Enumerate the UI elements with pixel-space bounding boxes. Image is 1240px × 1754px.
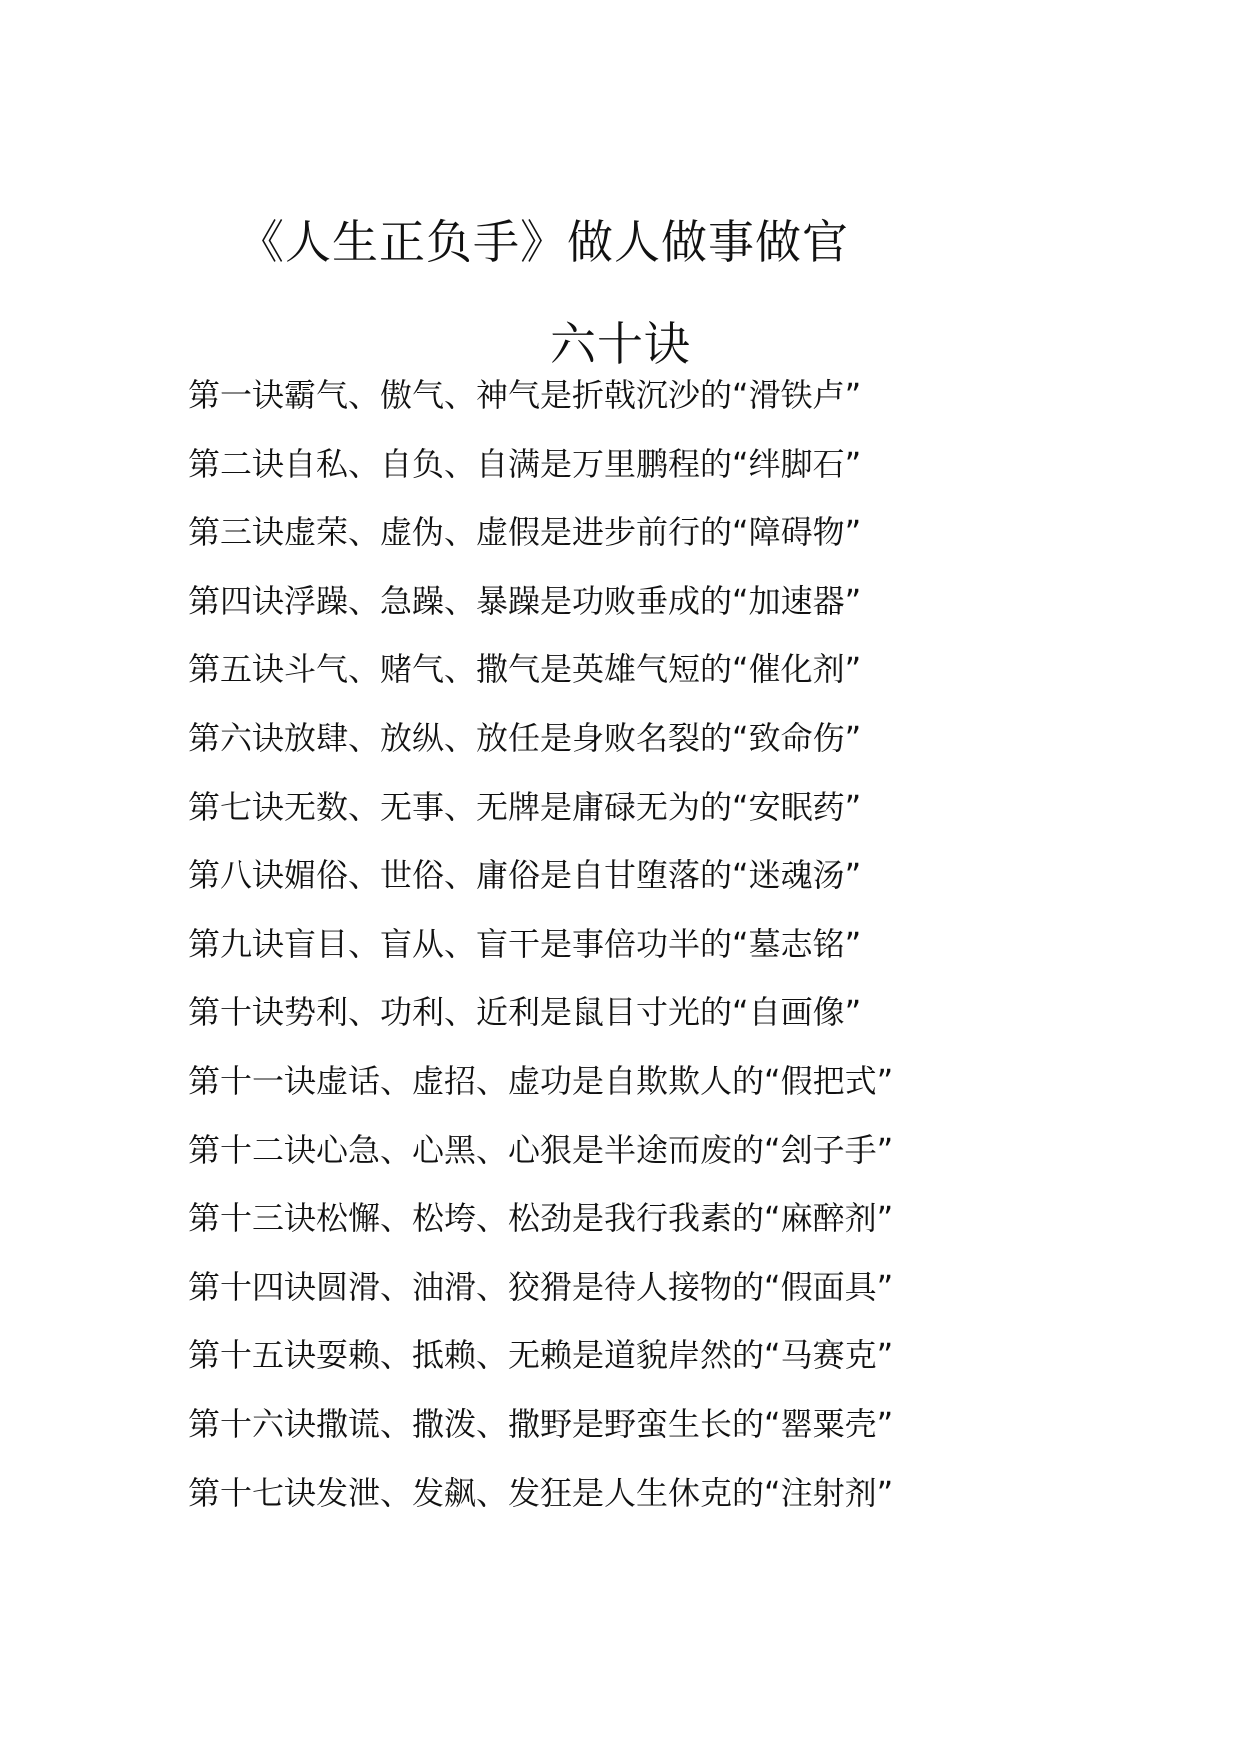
verse-line: 第十诀势利、功利、近利是鼠目寸光的“自画像”	[188, 993, 862, 1032]
document-title: 《人生正负手》做人做事做官	[238, 215, 849, 269]
verse-line: 第六诀放肆、放纵、放任是身败名裂的“致命伤”	[188, 718, 862, 757]
verse-list	[188, 365, 893, 1531]
verse-line: 第一诀霸气、傲气、神气是折戟沉沙的“滑铁卢”	[188, 376, 862, 414]
verse-line: 第十五诀耍赖、抵赖、无赖是道貌岸然的“马赛克”	[188, 1336, 894, 1375]
verse-line: 第十七诀发泄、发飙、发狂是人生休克的“注射剂”	[188, 1473, 894, 1512]
verse-line: 第五诀斗气、赌气、撒气是英雄气短的“催化剂”	[188, 650, 862, 689]
verse-line: 第十六诀撒谎、撒泼、撒野是野蛮生长的“罂粟壳”	[188, 1404, 894, 1443]
verse-line: 第七诀无数、无事、无牌是庸碌无为的“安眠药”	[188, 787, 862, 826]
document-subtitle: 六十诀	[550, 317, 691, 371]
verse-line: 第十三诀松懈、松垮、松劲是我行我素的“麻醉剂”	[188, 1199, 894, 1238]
verse-line: 第八诀媚俗、世俗、庸俗是自甘堕落的“迷魂汤”	[188, 856, 862, 895]
verse-line: 第十二诀心急、心黑、心狠是半途而废的“刽子手”	[188, 1130, 894, 1169]
verse-line: 第九诀盲目、盲从、盲干是事倍功半的“墓志铭”	[188, 924, 862, 963]
verse-line: 第三诀虚荣、虚伪、虚假是进步前行的“障碍物”	[188, 513, 862, 552]
verse-line: 第二诀自私、自负、自满是万里鹏程的“绊脚石”	[188, 444, 862, 483]
verse-line: 第十一诀虚话、虚招、虚功是自欺欺人的“假把式”	[188, 1061, 894, 1100]
verse-line: 第十四诀圆滑、油滑、狡猾是待人接物的“假面具”	[188, 1267, 894, 1306]
verse-line: 第四诀浮躁、急躁、暴躁是功败垂成的“加速器”	[188, 581, 862, 620]
